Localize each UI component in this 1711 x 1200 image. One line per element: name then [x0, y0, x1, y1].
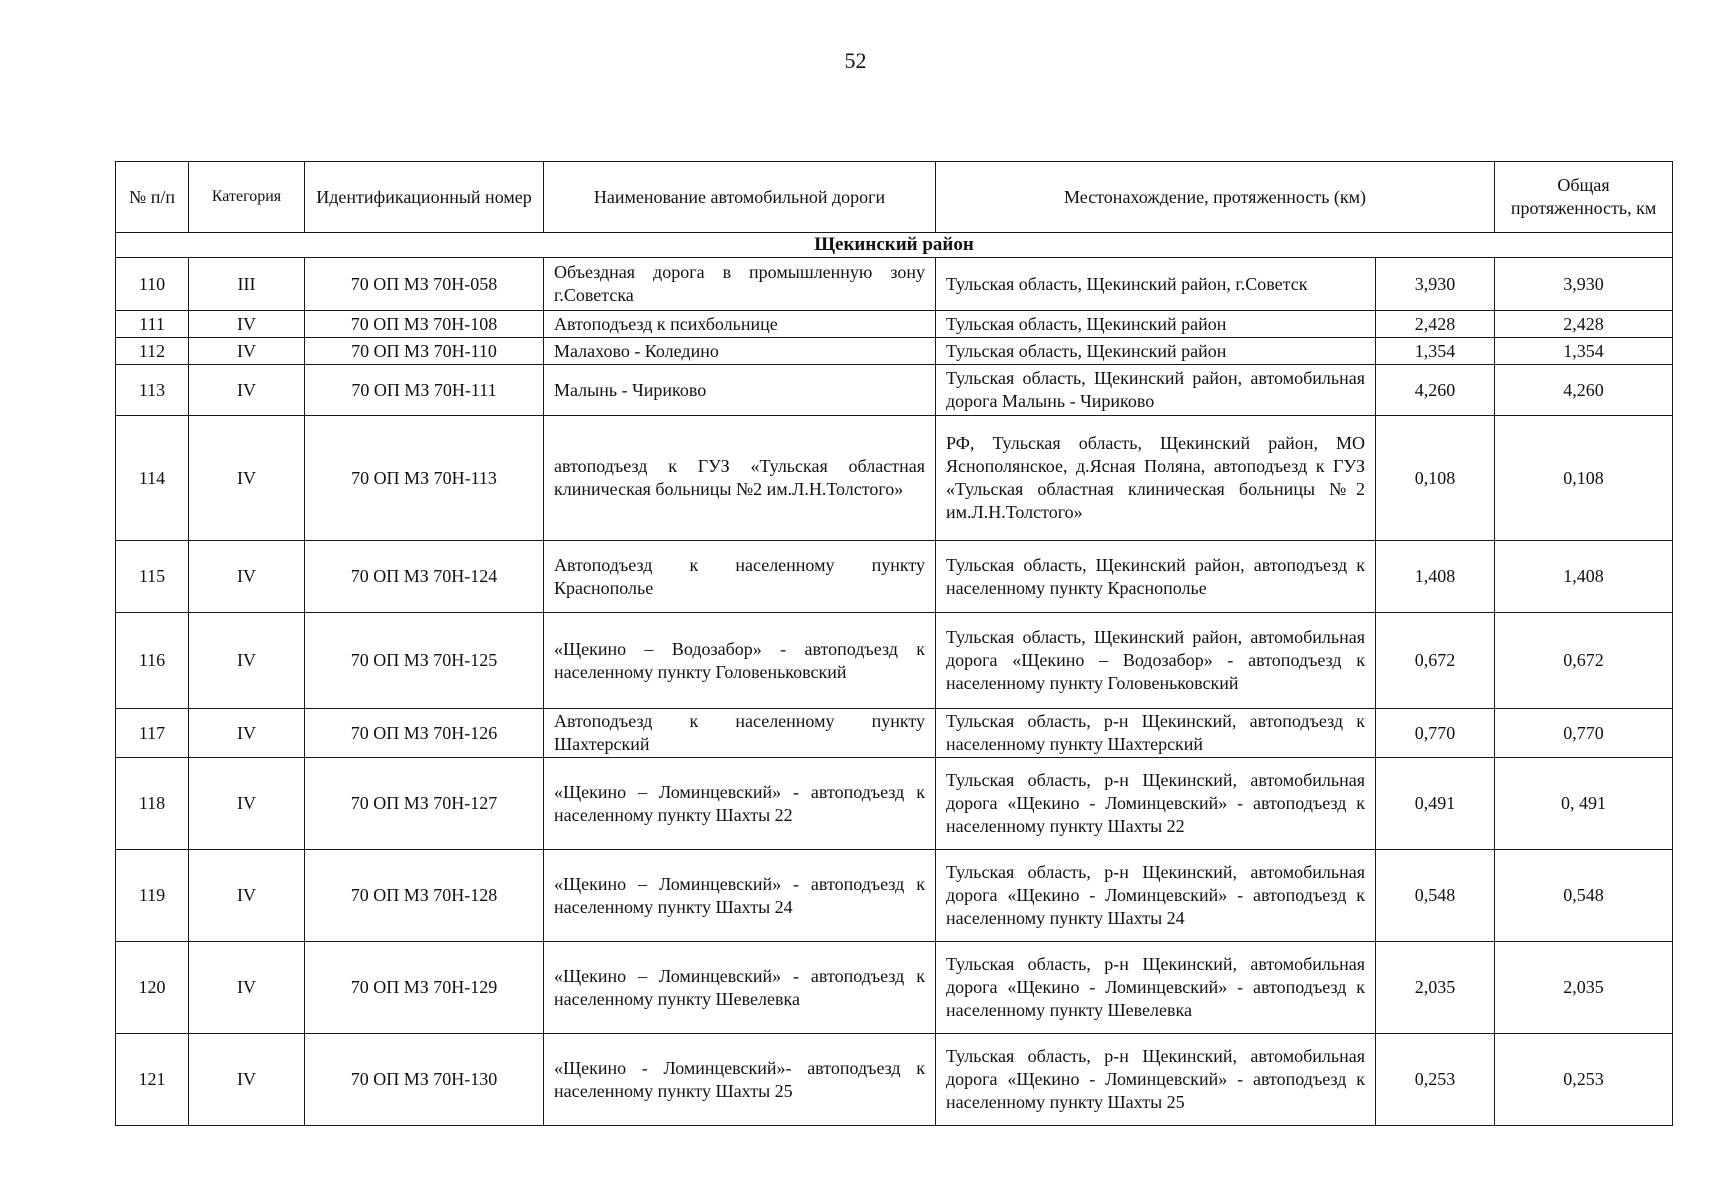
row-total: 0,672: [1495, 613, 1673, 709]
row-category: IV: [189, 311, 305, 338]
row-num: 120: [116, 942, 189, 1034]
row-location: Тульская область, Щекинский район: [936, 311, 1376, 338]
row-total: 3,930: [1495, 258, 1673, 311]
row-total: 0, 491: [1495, 758, 1673, 850]
table-row: [116, 416, 1673, 541]
row-category: IV: [189, 942, 305, 1034]
row-id: 70 ОП МЗ 70Н-128: [305, 850, 544, 942]
row-category: III: [189, 258, 305, 311]
row-location: Тульская область, р-н Щекинский, автомобильная дорога «Щекино - Ломинцевский» - автоподъезд к населенному пункту Шахты 24: [936, 850, 1376, 942]
row-name: «Щекино – Ломинцевский» - автоподъезд к населенному пункту Шахты 24: [544, 850, 936, 942]
district-name: Щекинский район: [116, 233, 1673, 258]
row-location: Тульская область, Щекинский район, автомобильная дорога «Щекино – Водозабор» - автоподъезд к населенному пункту Головеньковский: [936, 613, 1376, 709]
row-category: IV: [189, 1034, 305, 1126]
row-num: 111: [116, 311, 189, 338]
row-length: 0,770: [1376, 709, 1495, 758]
header-row: [116, 162, 1673, 233]
row-id: 70 ОП МЗ 70Н-129: [305, 942, 544, 1034]
table-row: [116, 541, 1673, 613]
row-num: 116: [116, 613, 189, 709]
row-num: 115: [116, 541, 189, 613]
row-length: 2,428: [1376, 311, 1495, 338]
table-row: [116, 942, 1673, 1034]
row-id: 70 ОП МЗ 70Н-127: [305, 758, 544, 850]
table-row: [116, 311, 1673, 338]
table-row: [116, 1034, 1673, 1126]
row-num: 113: [116, 365, 189, 416]
row-length: 3,930: [1376, 258, 1495, 311]
row-location: Тульская область, р-н Щекинский, автоподъезд к населенному пункту Шахтерский: [936, 709, 1376, 758]
row-category: IV: [189, 365, 305, 416]
row-location: Тульская область, Щекинский район, автомобильная дорога Малынь - Чириково: [936, 365, 1376, 416]
row-name: Малахово - Коледино: [544, 338, 936, 365]
row-category: IV: [189, 338, 305, 365]
row-num: 117: [116, 709, 189, 758]
row-name: автоподъезд к ГУЗ «Тульская областная клиническая больницы №2 им.Л.Н.Толстого»: [544, 416, 936, 541]
row-num: 121: [116, 1034, 189, 1126]
row-location: Тульская область, Щекинский район: [936, 338, 1376, 365]
row-num: 112: [116, 338, 189, 365]
row-num: 118: [116, 758, 189, 850]
row-location: Тульская область, р-н Щекинский, автомобильная дорога «Щекино - Ломинцевский» - автоподъезд к населенному пункту Шевелевка: [936, 942, 1376, 1034]
district-row: [116, 233, 1673, 258]
row-category: IV: [189, 850, 305, 942]
row-total: 4,260: [1495, 365, 1673, 416]
row-id: 70 ОП МЗ 70Н-108: [305, 311, 544, 338]
row-name: Малынь - Чириково: [544, 365, 936, 416]
row-id: 70 ОП МЗ 70Н-113: [305, 416, 544, 541]
row-category: IV: [189, 613, 305, 709]
row-name: Автоподъезд к психбольнице: [544, 311, 936, 338]
row-total: 0,108: [1495, 416, 1673, 541]
row-num: 114: [116, 416, 189, 541]
row-id: 70 ОП МЗ 70Н-125: [305, 613, 544, 709]
row-id: 70 ОП МЗ 70Н-130: [305, 1034, 544, 1126]
row-id: 70 ОП МЗ 70Н-124: [305, 541, 544, 613]
row-total: 2,428: [1495, 311, 1673, 338]
row-num: 110: [116, 258, 189, 311]
row-location: Тульская область, р-н Щекинский, автомобильная дорога «Щекино - Ломинцевский» - автоподъезд к населенному пункту Шахты 25: [936, 1034, 1376, 1126]
row-length: 0,108: [1376, 416, 1495, 541]
row-category: IV: [189, 758, 305, 850]
row-id: 70 ОП МЗ 70Н-126: [305, 709, 544, 758]
row-name: «Щекино – Водозабор» - автоподъезд к населенному пункту Головеньковский: [544, 613, 936, 709]
row-name: «Щекино - Ломинцевский»- автоподъезд к населенному пункту Шахты 25: [544, 1034, 936, 1126]
row-name: «Щекино – Ломинцевский» - автоподъезд к населенному пункту Шахты 22: [544, 758, 936, 850]
row-total: 0,548: [1495, 850, 1673, 942]
row-name: Автоподъезд к населенному пункту Краснополье: [544, 541, 936, 613]
row-length: 1,408: [1376, 541, 1495, 613]
row-total: 0,770: [1495, 709, 1673, 758]
row-total: 1,408: [1495, 541, 1673, 613]
row-id: 70 ОП МЗ 70Н-110: [305, 338, 544, 365]
row-name: «Щекино – Ломинцевский» - автоподъезд к населенному пункту Шевелевка: [544, 942, 936, 1034]
header-location: Местонахождение, протяженность (км): [936, 162, 1495, 233]
row-length: 2,035: [1376, 942, 1495, 1034]
row-location: РФ, Тульская область, Щекинский район, МО Яснополянское, д.Ясная Поляна, автоподъезд к ГУЗ «Тульская областная клиническая больницы №2 им.Л.Н.Толстого»: [936, 416, 1376, 541]
row-length: 0,491: [1376, 758, 1495, 850]
header-id: Идентификационный номер: [305, 162, 544, 233]
header-num: № п/п: [116, 162, 189, 233]
table-row: [116, 613, 1673, 709]
table-row: [116, 258, 1673, 311]
row-category: IV: [189, 541, 305, 613]
table-row: [116, 365, 1673, 416]
row-length: 1,354: [1376, 338, 1495, 365]
row-total: 2,035: [1495, 942, 1673, 1034]
table-row: [116, 850, 1673, 942]
row-category: IV: [189, 416, 305, 541]
row-length: 0,253: [1376, 1034, 1495, 1126]
row-location: Тульская область, Щекинский район, автоподъезд к населенному пункту Краснополье: [936, 541, 1376, 613]
row-location: Тульская область, р-н Щекинский, автомобильная дорога «Щекино - Ломинцевский» - автоподъезд к населенному пункту Шахты 22: [936, 758, 1376, 850]
row-length: 0,672: [1376, 613, 1495, 709]
page-number: 52: [844, 48, 867, 73]
row-category: IV: [189, 709, 305, 758]
row-location: Тульская область, Щекинский район, г.Советск: [936, 258, 1376, 311]
roads-table: [115, 161, 1673, 1126]
row-id: 70 ОП МЗ 70Н-111: [305, 365, 544, 416]
row-length: 0,548: [1376, 850, 1495, 942]
row-name: Объездная дорога в промышленную зону г.Советска: [544, 258, 936, 311]
row-total: 0,253: [1495, 1034, 1673, 1126]
row-total: 1,354: [1495, 338, 1673, 365]
table-row: [116, 758, 1673, 850]
row-num: 119: [116, 850, 189, 942]
row-length: 4,260: [1376, 365, 1495, 416]
table-row: [116, 338, 1673, 365]
header-name: Наименование автомобильной дороги: [544, 162, 936, 233]
row-id: 70 ОП МЗ 70Н-058: [305, 258, 544, 311]
header-total: Общая протяженность, км: [1495, 162, 1673, 233]
header-category: Категория: [189, 162, 305, 233]
table-row: [116, 709, 1673, 758]
row-name: Автоподъезд к населенному пункту Шахтерский: [544, 709, 936, 758]
